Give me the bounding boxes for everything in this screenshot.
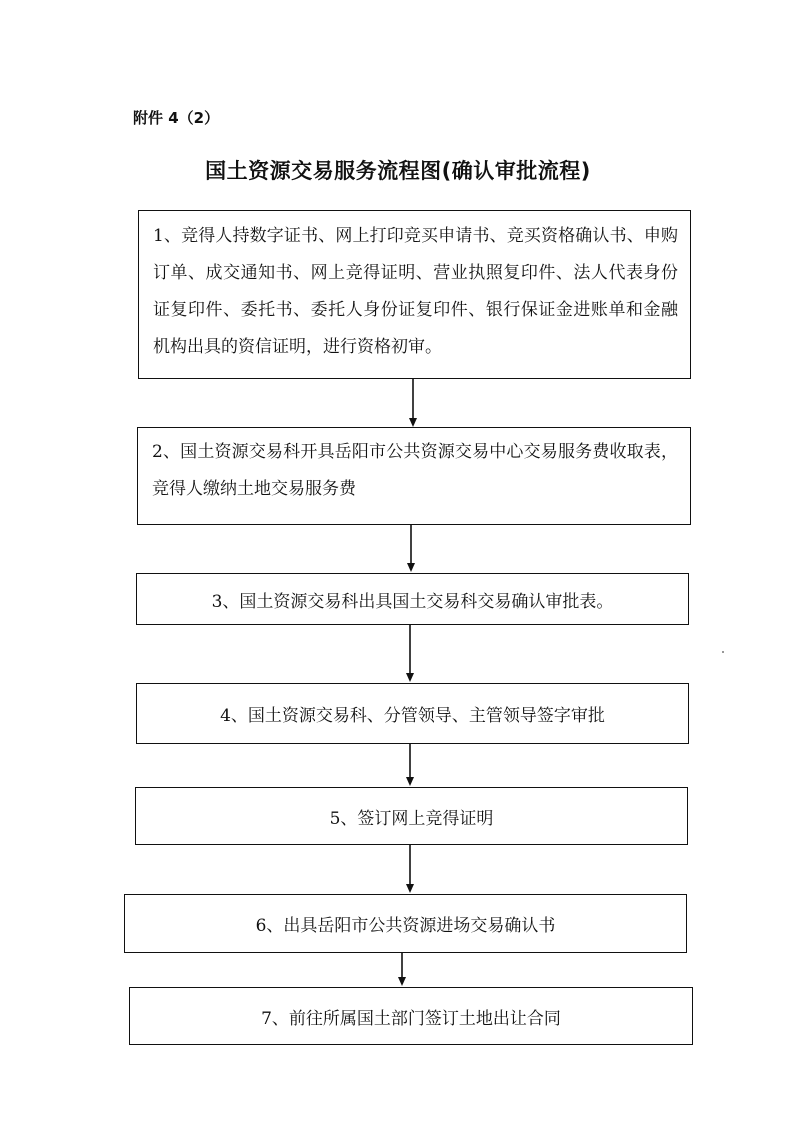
- flow-step-1: 1、竞得人持数字证书、网上打印竞买申请书、竞买资格确认书、申购订单、成交通知书、网上竞得证明、营业执照复印件、法人代表身份证复印件、委托书、委托人身份证复印件、银行保证金进账单和金融机构出具的资信证明，进行资格初审。: [138, 210, 691, 379]
- flow-step-2: 2、国土资源交易科开具岳阳市公共资源交易中心交易服务费收取表，竞得人缴纳土地交易服务费: [137, 427, 691, 525]
- scan-speck: [722, 651, 724, 653]
- arrow-2-to-3: [407, 525, 415, 572]
- flow-step-7: 7、前往所属国土部门签订土地出让合同: [129, 987, 693, 1045]
- flow-step-5: 5、签订网上竞得证明: [135, 787, 688, 845]
- page-title: 国土资源交易服务流程图(确认审批流程): [205, 159, 591, 183]
- flow-step-4: 4、国土资源交易科、分管领导、主管领导签字审批: [136, 683, 689, 744]
- arrow-4-to-5: [406, 744, 414, 786]
- flow-step-6: 6、出具岳阳市公共资源进场交易确认书: [124, 894, 687, 953]
- attachment-label: 附件 4（2）: [133, 109, 220, 127]
- arrow-1-to-2: [409, 379, 417, 427]
- arrow-5-to-6: [406, 845, 414, 893]
- flow-step-3: 3、国土资源交易科出具国土交易科交易确认审批表。: [136, 573, 689, 625]
- arrow-6-to-7: [398, 953, 406, 986]
- arrow-3-to-4: [406, 625, 414, 682]
